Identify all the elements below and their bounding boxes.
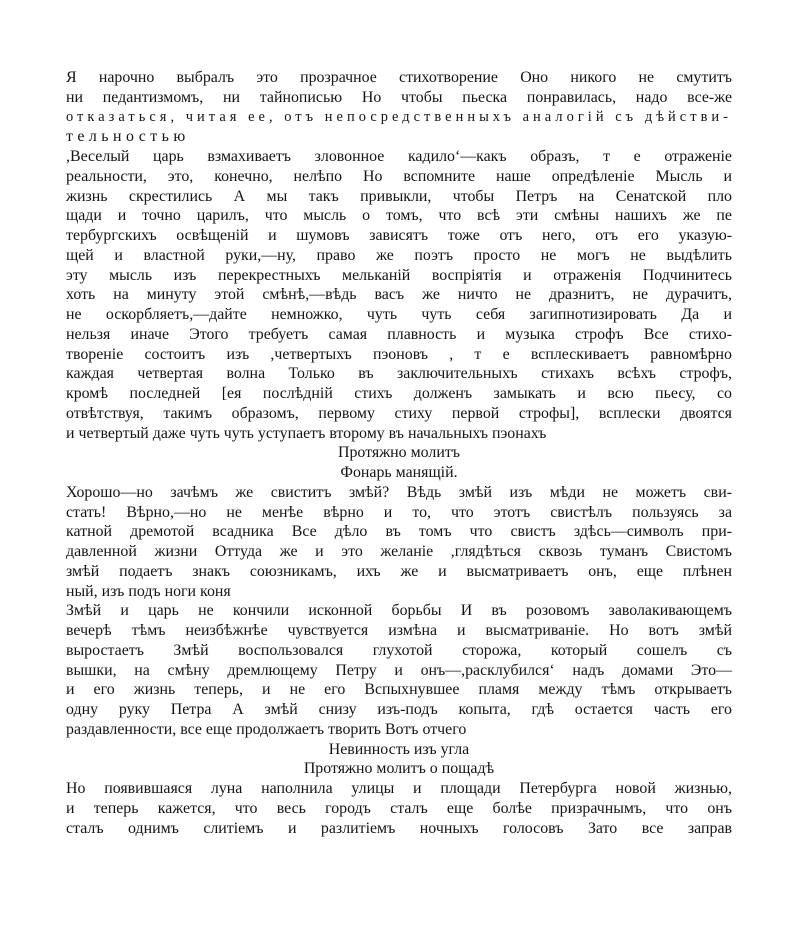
text-line: Я нарочно выбралъ это прозрачное стихотворение Оно никого не смутитъ (66, 69, 732, 86)
paragraph-censer (66, 147, 732, 443)
text-line: нельзя иначе Этого требуетъ самая плавность и музыка строфъ Все стихо- (66, 325, 732, 343)
text-line: стать! Вѣрно,—но не менѣе вѣрно и то, что этотъ свистѣлъ пользуясь за (66, 503, 732, 521)
paragraph-moon (66, 779, 732, 838)
text-line: и теперь кажется, что весь городъ сталъ еще болѣе призрачнымъ, что онъ (66, 799, 732, 817)
verse-line: Протяжно молитъ о пощадѣ (303, 760, 495, 778)
paragraph-struggle (66, 601, 732, 739)
text-line: ,Веселый царь взмахиваетъ зловонное кадило‘—какъ образъ, т е отраженіе (66, 148, 732, 165)
text-line: и четвертый даже чуть чуть уступаетъ второму въ начальныхъ пэонахъ (66, 424, 547, 442)
text-line: реальности, это, конечно, нелѣпо Но вспомните наше опредѣленіе Мысль и (66, 167, 732, 185)
text-line: сталъ однимъ слитіемъ и разлитіемъ ночныхъ голосовъ Зато все заправ (66, 819, 732, 837)
paragraph-intro (66, 68, 732, 147)
verse-line: Протяжно молитъ (338, 444, 460, 462)
text-line: змѣй подаетъ знакъ союзникамъ, ихъ же и высматриваетъ онъ, еще плѣнен (66, 562, 732, 580)
text-line: раздавленности, все еще продолжаетъ творить Вотъ отчего (66, 720, 467, 738)
text-line: Змѣй и царь не кончили исконной борьбы И въ розовомъ заволакивающемъ (66, 602, 732, 620)
text-line: вечерѣ тѣмъ неизбѣжнѣе чувствуется измѣна и высматриваніе. Но вотъ змѣй (66, 622, 732, 639)
text-line: твореніе состоитъ изъ ,четвертыхъ пэоновъ , т е всплескиваетъ равномѣрно (66, 345, 732, 363)
text-line: эту мысль изъ перекрестныхъ мельканiй воспріятія и отраженія Подчинитесь (66, 266, 732, 284)
verse-line: Фонарь манящій. (340, 464, 458, 481)
text-line: Но появившаяся луна наполнила улицы и площади Петербурга новой жизнью, (66, 780, 732, 797)
text-line: ни педантизмомъ, ни тайнописью Но чтобы пьеска понравилась, надо все-же (66, 88, 732, 106)
text-line: отвѣтствуя, такимъ образомъ, первому стиху первой строфы], всплески двоятся (66, 404, 732, 422)
text-line: щади и точно царилъ, что мысль о томъ, что всѣ эти смѣны нашихъ же пе (66, 207, 732, 225)
text-line: тербургскихъ освѣщенiй и шумовъ зависятъ тоже отъ него, отъ его указую- (66, 227, 732, 244)
text-line: хоть на минуту этой смѣнѣ,—вѣдь васъ же ничто не дразнитъ, не дурачитъ, (66, 286, 732, 304)
text-line: жизнь скрестились А мы такъ привыкли, чтобы Петръ на Сенатской пло (66, 187, 732, 205)
text-line: катной дремотой всадника Все дѣло въ томъ что свистъ здѣсь—символъ при- (66, 523, 732, 541)
text-line: вышки, на смѣну дремлющему Петру и онъ—,расклубился‘ надъ домами Это— (66, 661, 732, 679)
text-line: одну руку Петра А змѣй снизу изъ-подъ копыта, гдѣ остается часть его (66, 701, 732, 718)
text-line: Хорошо—но зачѣмъ же свиститъ змѣй? Вѣдь змѣй изъ мѣди не можетъ сви- (66, 483, 732, 501)
text-line: давленной жизни Оттуда же и это желаніе ,глядѣться сквозь туманъ Свистомъ (66, 543, 732, 560)
text-line: не оскорбляетъ,—дайте немножко, чуть чуть себя загипнотизировать Да и (66, 306, 732, 323)
text-line: и его жизнь теперь, и не его Вспыхнувшее пламя между тѣмъ открываетъ (66, 681, 732, 699)
text-line: отказаться, читая ее, отъ непосредственныхъ аналогiй съ дѣйстви- (66, 108, 732, 125)
text-line: тельностью (66, 128, 190, 146)
text-line: кромѣ последней [ея послѣднiй стихъ долженъ замыкать и всю пьесу, со (66, 385, 732, 402)
paragraph-serpent (66, 483, 732, 602)
text-line: выростаетъ Змѣй воспользовался глухотой сторожа, который сошелъ съ (66, 641, 732, 659)
text-line: каждая четвертая волна Только въ заключительныхъ стихахъ всѣхъ строфъ, (66, 365, 732, 383)
text-line: щей и властной руки,—ну, право же поэтъ просто не могъ не выдѣлить (66, 246, 732, 264)
verse-line: Невинность изъ угла (328, 740, 470, 758)
text-line: ный, изъ подъ ноги коня (66, 582, 231, 600)
document-page (66, 68, 732, 838)
